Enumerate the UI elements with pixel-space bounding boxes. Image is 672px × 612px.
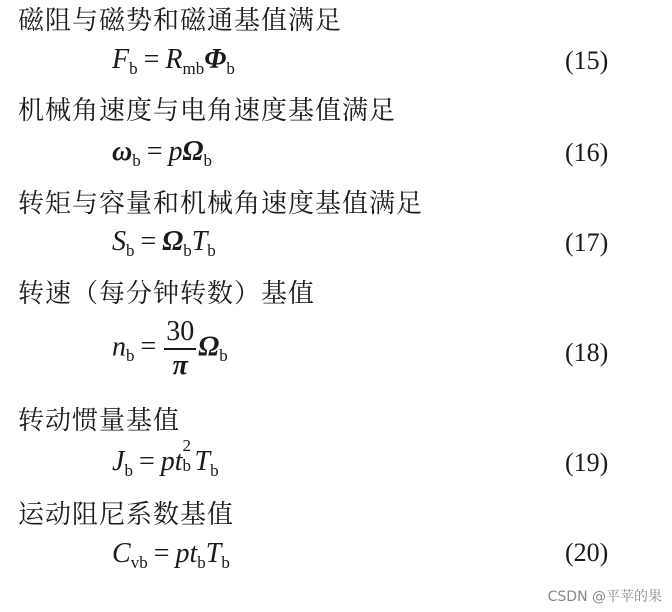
eq20-lhs: C — [112, 538, 131, 569]
eq15-r2: Φ — [204, 44, 227, 75]
eq18-r2: Ω — [198, 331, 220, 363]
text-line-1: 磁阻与磁势和磁通基值满足 — [18, 6, 343, 36]
eq17-r1: Ω — [162, 226, 184, 257]
eq19-r2: T — [194, 446, 211, 477]
equation-number-20: (20) — [565, 538, 609, 567]
eq18-equals: = — [140, 331, 157, 363]
eq19-r1: pt — [160, 446, 183, 477]
eq20-equals: = — [153, 538, 170, 569]
equation-19 — [112, 436, 219, 480]
eq15-r1-sub: mb — [182, 59, 205, 78]
equation-number-17: (17) — [565, 228, 609, 257]
eq20-r2-sub: b — [221, 553, 230, 572]
eq16-r2-sub: b — [203, 151, 212, 170]
eq17-lhs: S — [112, 226, 126, 257]
text-line-6: 运动阻尼系数基值 — [18, 500, 235, 530]
eq18-r2-sub: b — [219, 346, 228, 366]
equation-number-15: (15) — [565, 46, 609, 75]
eq16-lhs-sub: b — [132, 151, 141, 170]
eq16-r1: p — [168, 136, 183, 167]
eq17-r1-sub: b — [183, 241, 192, 260]
equation-number-18: (18) — [565, 338, 609, 367]
eq18-fraction — [164, 316, 196, 382]
eq18-lhs: n — [112, 331, 126, 363]
eq15-r2-sub: b — [226, 59, 235, 78]
watermark: CSDN @平苹的果 — [547, 589, 662, 605]
eq19-equals: = — [138, 446, 155, 477]
text-line-5: 转动惯量基值 — [18, 406, 181, 436]
eq19-lhs-sub: b — [124, 461, 133, 480]
equation-20 — [112, 538, 230, 570]
eq19-script-stack — [182, 436, 195, 475]
equation-number-16: (16) — [565, 138, 609, 167]
eq19-lhs: J — [112, 446, 125, 477]
equation-18 — [112, 316, 228, 382]
eq19-r2-sub: b — [210, 461, 219, 480]
eq19-r1-sub: b — [182, 456, 192, 475]
eq17-equals: = — [140, 226, 157, 257]
eq19-r1-sup: 2 — [182, 436, 192, 455]
eq15-equals: = — [143, 44, 160, 75]
eq17-lhs-sub: b — [126, 241, 135, 260]
eq15-lhs: F — [112, 44, 130, 75]
eq18-lhs-sub: b — [126, 346, 135, 366]
eq20-lhs-sub: vb — [130, 553, 148, 572]
eq15-r1: R — [165, 44, 183, 75]
text-line-2: 机械角速度与电角速度基值满足 — [18, 96, 397, 126]
eq17-r2: T — [191, 226, 208, 257]
eq20-r1-sub: b — [197, 553, 206, 572]
equation-16 — [112, 136, 212, 168]
eq16-r2: Ω — [182, 136, 204, 167]
eq15-lhs-sub: b — [129, 59, 138, 78]
eq20-r1: pt — [175, 538, 198, 569]
text-line-3: 转矩与容量和机械角速度基值满足 — [18, 189, 424, 219]
eq20-r2: T — [205, 538, 222, 569]
eq18-fraction-numerator: 30 — [164, 316, 196, 350]
equation-15 — [112, 44, 235, 76]
eq16-lhs: ω — [112, 136, 133, 167]
eq18-fraction-denominator: π — [172, 350, 188, 381]
equation-17 — [112, 226, 216, 258]
text-line-4: 转速（每分钟转数）基值 — [18, 279, 316, 309]
equation-number-19: (19) — [565, 448, 609, 477]
eq17-r2-sub: b — [207, 241, 216, 260]
eq16-equals: = — [146, 136, 163, 167]
